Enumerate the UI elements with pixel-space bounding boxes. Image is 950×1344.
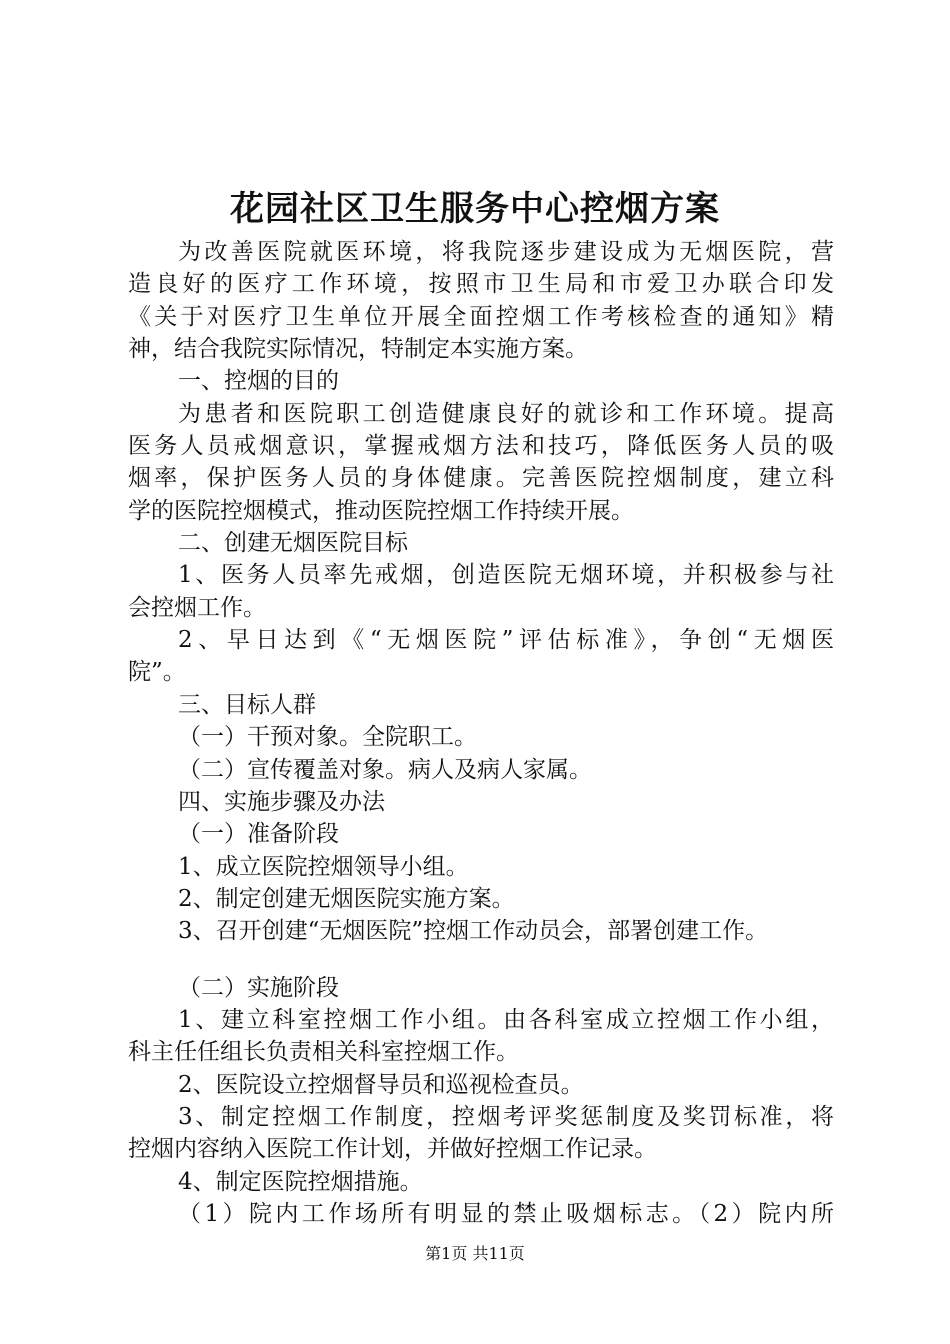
paragraph-line: 院”。 <box>128 659 186 686</box>
paragraph-line: 3、制定控烟工作制度，控烟考评奖惩制度及奖罚标准，将 <box>178 1103 834 1130</box>
paragraph-line: 烟率，保护医务人员的身体健康。完善医院控烟制度，建立科 <box>128 465 834 492</box>
paragraph-line: 2、制定创建无烟医院实施方案。 <box>178 885 515 912</box>
paragraph-line: 学的医院控烟模式，推动医院控烟工作持续开展。 <box>128 497 634 524</box>
paragraph-line: 造良好的医疗工作环境，按照市卫生局和市爱卫办联合印发 <box>128 271 834 298</box>
paragraph-line: （1）院内工作场所有明显的禁止吸烟标志。（2）院内所 <box>178 1200 834 1227</box>
paragraph-line: （一）准备阶段 <box>178 821 339 848</box>
paragraph-line: 神，结合我院实际情况，特制定本实施方案。 <box>128 336 588 363</box>
paragraph-line: 科主任任组长负责相关科室控烟工作。 <box>128 1039 519 1066</box>
paragraph-line: 医务人员戒烟意识，掌握戒烟方法和技巧，降低医务人员的吸 <box>128 433 834 460</box>
paragraph-line: 一、控烟的目的 <box>178 368 339 395</box>
paragraph-line: 三、目标人群 <box>178 691 316 718</box>
paragraph-line: 1、建立科室控烟工作小组。由各科室成立控烟工作小组， <box>178 1006 834 1033</box>
page-footer: 第1页 共11页 <box>425 1244 525 1263</box>
paragraph-line: 四、实施步骤及办法 <box>178 788 385 815</box>
paragraph-line: （二）宣传覆盖对象。病人及病人家属。 <box>178 756 592 783</box>
paragraph-line: 4、制定医院控烟措施。 <box>178 1168 423 1195</box>
paragraph-line: 会控烟工作。 <box>128 594 266 621</box>
document-body <box>128 236 834 1230</box>
paragraph-line: （一）干预对象。全院职工。 <box>178 724 477 751</box>
paragraph-line: 2、早日达到《“无烟医院”评估标准》，争创“无烟医 <box>178 627 834 654</box>
paragraph-line: 控烟内容纳入医院工作计划，并做好控烟工作记录。 <box>128 1136 657 1163</box>
paragraph-line: 2、医院设立控烟督导员和巡视检查员。 <box>178 1071 584 1098</box>
paragraph-line: 为改善医院就医环境，将我院逐步建设成为无烟医院，营 <box>178 239 834 265</box>
paragraph-line: （二）实施阶段 <box>178 974 339 1001</box>
blank-line <box>128 948 834 972</box>
paragraph-line: 1、成立医院控烟领导小组。 <box>178 853 469 880</box>
document-title: 花园社区卫生服务中心控烟方案 <box>230 189 720 229</box>
paragraph-line: 3、召开创建“无烟医院”控烟工作动员会，部署创建工作。 <box>178 918 769 945</box>
paragraph-line: 二、创建无烟医院目标 <box>178 530 408 557</box>
paragraph-line: 1、医务人员率先戒烟，创造医院无烟环境，并积极参与社 <box>178 562 834 589</box>
paragraph-line: 《关于对医疗卫生单位开展全面控烟工作考核检查的通知》精 <box>128 303 834 330</box>
paragraph-line: 为患者和医院职工创造健康良好的就诊和工作环境。提高 <box>178 400 834 427</box>
